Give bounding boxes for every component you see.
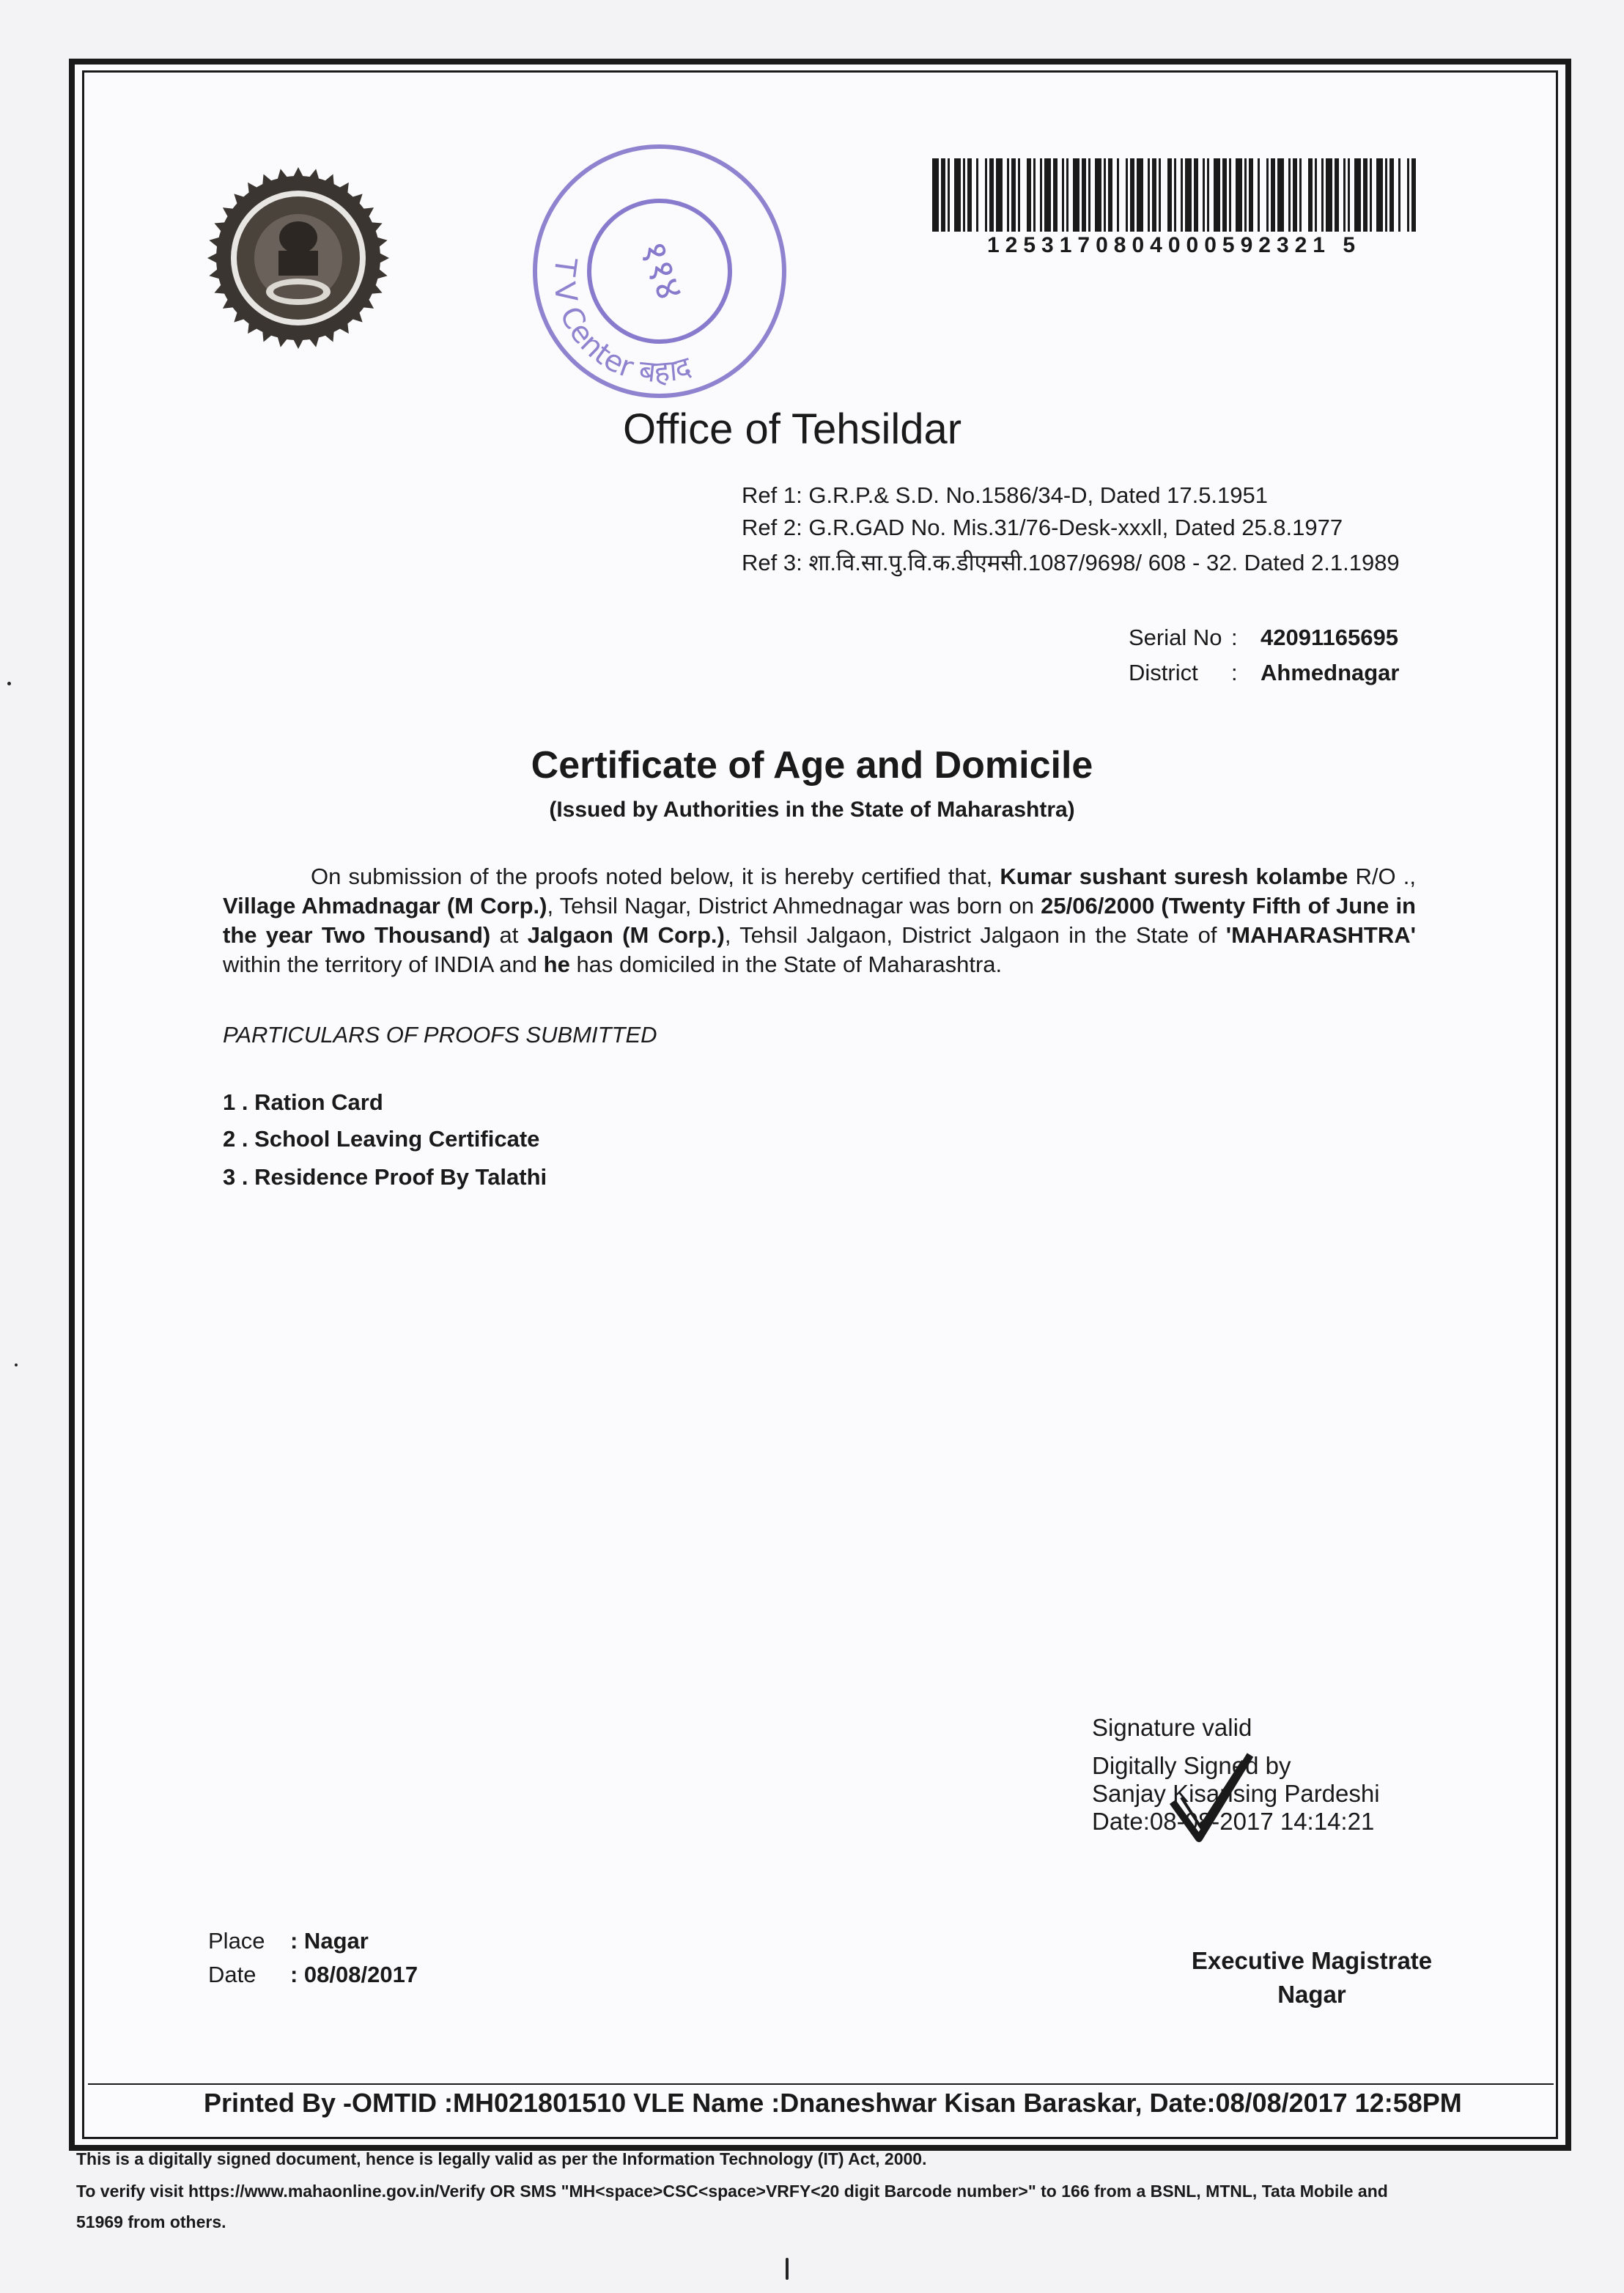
barcode-bar xyxy=(1194,158,1198,232)
barcode-bar xyxy=(989,158,994,232)
barcode-bar xyxy=(1152,158,1156,232)
barcode-bar xyxy=(1167,158,1172,232)
barcode-bar xyxy=(1027,158,1031,232)
barcode-bar xyxy=(1108,158,1112,232)
barcode-bar xyxy=(1258,158,1260,232)
barcode-bar xyxy=(1011,158,1016,232)
barcode-bar xyxy=(1288,158,1291,232)
para-text: at xyxy=(490,922,528,948)
barcode-bar xyxy=(948,158,950,232)
barcode-bar xyxy=(1033,158,1036,232)
barcode-bar xyxy=(1236,158,1242,232)
barcode-bar xyxy=(1214,158,1220,232)
scan-speck xyxy=(15,1363,18,1366)
colon: : xyxy=(1231,660,1238,685)
barcode-number: 1253170804000592321 5 xyxy=(986,233,1362,257)
certification-paragraph xyxy=(223,862,1416,979)
emblem-ray xyxy=(292,167,305,179)
barcode-bar xyxy=(1277,158,1284,232)
barcode-bar xyxy=(941,158,945,232)
printed-by-line: Printed By -OMTID :MH021801510 VLE Name :Dnaneshwar Kisan Baraskar, Date:08/08/2017 12:58PM xyxy=(204,2088,1462,2118)
barcode-bar xyxy=(1073,158,1079,232)
barcode-bar xyxy=(1159,158,1161,232)
barcode-bar xyxy=(1321,158,1324,232)
barcode-bar xyxy=(1104,158,1106,232)
barcode-bar xyxy=(1207,158,1209,232)
serial-number-row xyxy=(1129,625,1398,651)
date-value: : 08/08/2017 xyxy=(290,1962,418,1987)
barcode-bar xyxy=(1363,158,1368,232)
barcode-bar xyxy=(1062,158,1064,232)
barcode-bar xyxy=(1249,158,1253,232)
office-title: Office of Tehsildar xyxy=(623,405,962,453)
barcode-bar xyxy=(1148,158,1150,232)
reference-line-2: Ref 2: G.R.GAD No. Mis.31/76-Desk-xxxll, Dated 25.8.1977 xyxy=(742,515,1343,540)
emblem-ray xyxy=(207,252,219,265)
barcode-bar xyxy=(1088,158,1090,232)
signature-valid-check-icon xyxy=(1164,1745,1259,1847)
barcode-bar xyxy=(1271,158,1275,232)
barcode-bar xyxy=(1203,158,1205,232)
para-text: On submission of the proofs noted below, it is hereby certified that, xyxy=(311,864,1000,889)
barcode-bar xyxy=(1222,158,1227,232)
place-row xyxy=(208,1928,369,1954)
barcode-bar xyxy=(1053,158,1058,232)
barcode-bar xyxy=(976,158,978,232)
barcode-bar xyxy=(1229,158,1231,232)
signature-line: Digitally Signed by xyxy=(1092,1752,1291,1779)
barcode-bar xyxy=(1370,158,1372,232)
barcode xyxy=(932,158,1416,232)
proofs-heading: PARTICULARS OF PROOFS SUBMITTED xyxy=(223,1022,657,1048)
barcode-bar xyxy=(1174,158,1176,232)
colon: : xyxy=(1231,625,1238,650)
serial-label: Serial No xyxy=(1129,625,1222,650)
verification-instructions: To verify visit https://www.mahaonline.gov.in/Verify OR SMS "MH<space>CSC<space>VRFY<20 digit Barcode number>" to 166 from a BSNL, MTNL, Tata Mobile and xyxy=(76,2182,1388,2201)
date-row xyxy=(208,1962,418,1988)
certificate-subtitle: (Issued by Authorities in the State of Maharashtra) xyxy=(549,798,1075,822)
barcode-bar xyxy=(1398,158,1400,232)
scan-speck xyxy=(786,2258,789,2280)
authority-title: Executive Magistrate xyxy=(1191,1947,1433,1974)
barcode-bar xyxy=(954,158,961,232)
verification-instructions-cont: 51969 from others. xyxy=(76,2212,226,2231)
district-label: District xyxy=(1129,660,1198,685)
para-text: has domiciled in the State of Maharashtra. xyxy=(569,952,1003,977)
barcode-bar xyxy=(1040,158,1042,232)
proof-item: 3 . Residence Proof By Talathi xyxy=(223,1164,547,1190)
barcode-bar xyxy=(1308,158,1313,232)
official-rubber-stamp xyxy=(513,132,806,411)
date-of-birth: 25/06/2000 (Twenty Fifth of June in the year Two Thousand) xyxy=(223,893,1416,948)
barcode-bar xyxy=(1095,158,1101,232)
barcode-bar xyxy=(967,158,972,232)
birth-place: Jalgaon (M Corp.) xyxy=(527,922,725,948)
barcode-bar xyxy=(1293,158,1297,232)
barcode-bar xyxy=(1343,158,1346,232)
barcode-bar xyxy=(1117,158,1119,232)
applicant-name: Kumar sushant suresh kolambe xyxy=(1000,864,1348,889)
district-row xyxy=(1129,660,1399,686)
stamp-center-text: ११४ xyxy=(630,235,692,306)
barcode-bar xyxy=(1130,158,1134,232)
scan-speck xyxy=(7,682,11,685)
para-text: within the territory of INDIA and xyxy=(223,952,544,977)
barcode-bar xyxy=(1066,158,1068,232)
barcode-bar xyxy=(963,158,965,232)
barcode-bar xyxy=(1181,158,1183,232)
state-name: 'MAHARASHTRA' xyxy=(1225,922,1416,948)
stamp-ring-text: T V Center बहाद xyxy=(547,255,695,390)
place-value: : Nagar xyxy=(290,1928,369,1954)
signature-timestamp: Date:08-08-2017 14:14:21 xyxy=(1092,1808,1375,1835)
barcode-bar xyxy=(1348,158,1350,232)
reference-line-3: Ref 3: शा.वि.सा.पु.वि.क.डीएमसी.1087/9698/ 608 - 32. Dated 2.1.1989 xyxy=(742,550,1400,575)
place-label: Place xyxy=(208,1928,265,1954)
reference-line-1: Ref 1: G.R.P.& S.D. No.1586/34-D, Dated 17.5.1951 xyxy=(742,482,1269,508)
barcode-bar xyxy=(1315,158,1317,232)
barcode-bar xyxy=(1044,158,1051,232)
barcode-bar xyxy=(1389,158,1394,232)
barcode-bar xyxy=(1082,158,1086,232)
proof-item: 2 . School Leaving Certificate xyxy=(223,1126,540,1152)
para-text: , Tehsil Nagar, District Ahmednagar was born on xyxy=(547,893,1041,919)
barcode-bar xyxy=(1385,158,1387,232)
pronoun: he xyxy=(543,952,570,977)
emblem-ray xyxy=(292,337,305,349)
signature-status: Signature valid xyxy=(1092,1714,1252,1741)
date-label: Date xyxy=(208,1962,256,1987)
barcode-bar xyxy=(1299,158,1302,232)
barcode-bar xyxy=(1326,158,1332,232)
residence-village: Village Ahmadnagar (M Corp.) xyxy=(223,893,547,919)
barcode-bar xyxy=(1185,158,1192,232)
barcode-bar xyxy=(1376,158,1383,232)
barcode-bar xyxy=(1335,158,1339,232)
barcode-bar xyxy=(1354,158,1361,232)
barcode-bar xyxy=(1018,158,1020,232)
barcode-bar xyxy=(1007,158,1009,232)
signer-name: Sanjay Kisansing Pardeshi xyxy=(1092,1780,1380,1807)
barcode-bar xyxy=(1137,158,1143,232)
district-value: Ahmednagar xyxy=(1261,660,1400,685)
government-emblem xyxy=(207,161,390,355)
barcode-bar xyxy=(996,158,1003,232)
issuing-authority xyxy=(1143,1944,1480,2012)
barcode-bar xyxy=(1407,158,1409,232)
authority-location: Nagar xyxy=(1277,1981,1346,2008)
emblem-ray xyxy=(377,252,389,265)
barcode-bar xyxy=(985,158,987,232)
barcode-bar xyxy=(1411,158,1416,232)
printed-by-divider xyxy=(88,2083,1554,2085)
certificate-title: Certificate of Age and Domicile xyxy=(531,744,1093,787)
barcode-bar xyxy=(1266,158,1269,232)
serial-value: 42091165695 xyxy=(1261,625,1398,650)
para-text: R/O ., xyxy=(1348,864,1416,889)
proof-item: 1 . Ration Card xyxy=(223,1089,383,1115)
barcode-bar xyxy=(1126,158,1128,232)
barcode-bar xyxy=(932,158,939,232)
legal-validity-note: This is a digitally signed document, hence is legally valid as per the Information Technology (IT) Act, 2000. xyxy=(76,2149,927,2168)
para-text: , Tehsil Jalgaon, District Jalgaon in the State of xyxy=(724,922,1226,948)
barcode-bar xyxy=(1244,158,1247,232)
